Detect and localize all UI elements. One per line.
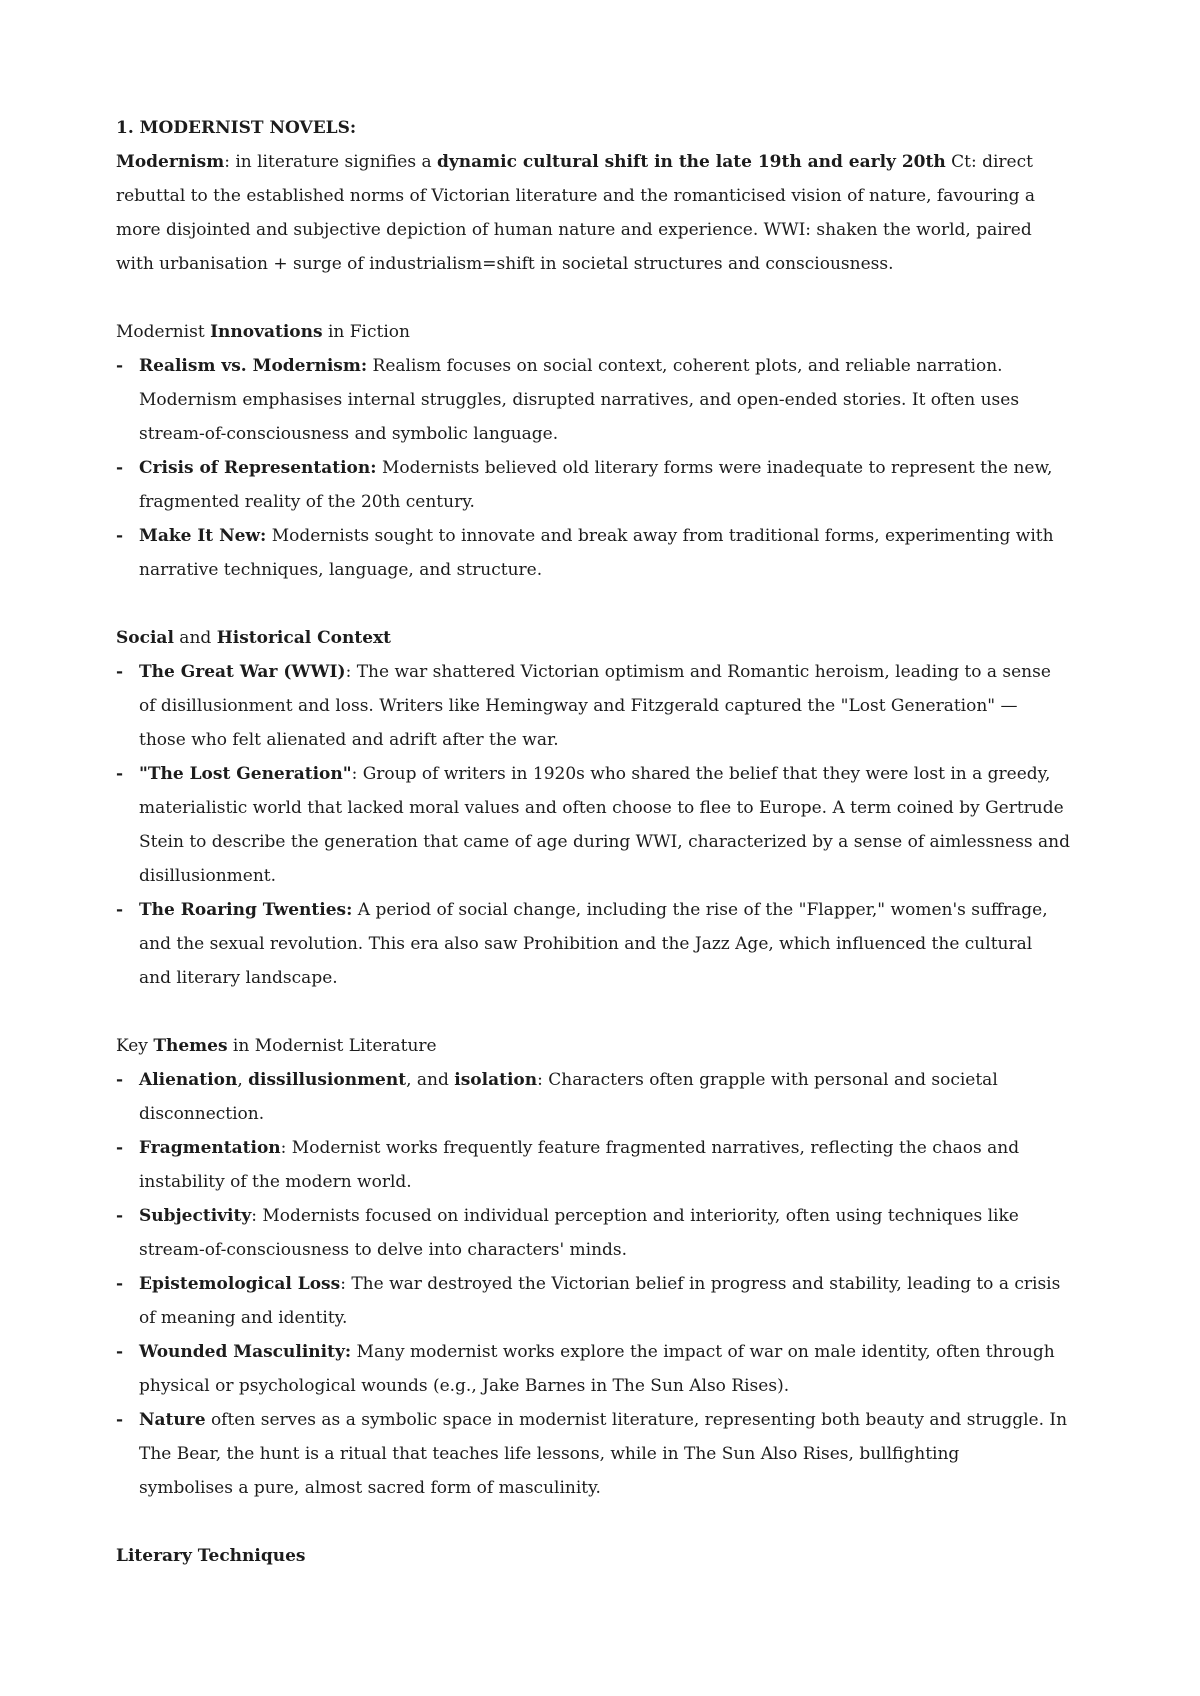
subheading-innovations: Modernist Innovations in Fiction	[116, 322, 410, 342]
bullet-dash: -	[116, 1274, 124, 1294]
section-heading: 1. MODERNIST NOVELS:	[116, 118, 357, 138]
term-cultural-shift: dynamic cultural shift in the late 19th and early 20th	[437, 152, 946, 172]
list-item: - Realism vs. Modernism: Realism focuses on social context, coherent plots, and reliable narration. Modernism emphasises internal struggles, disrupted narratives, and open-ended stories. It often uses stream-of-consciousness and symbolic language.	[116, 349, 1106, 451]
bullet-dash: -	[116, 458, 124, 478]
bullet-dash: -	[116, 1206, 124, 1226]
list-item: - The Great War (WWI): The war shattered Victorian optimism and Romantic heroism, leading to a sense of disillusionment and loss. Writers like Hemingway and Fitzgerald captured the "Lost Generation" — those who felt alienated and adrift after the war.	[116, 655, 1106, 757]
list-item: - "The Lost Generation": Group of writers in 1920s who shared the belief that they were lost in a greedy, materialistic world that lacked moral values and often choose to flee to Europe. A term coined by Gertrude Stein to describe the generation that came of age during WWI, characterized by a sense of aimlessness and disillusionment.	[116, 757, 1106, 893]
list-item: - Subjectivity: Modernists focused on individual perception and interiority, often using techniques like stream-of-consciousness to delve into characters' minds.	[116, 1199, 1106, 1267]
subheading-context: Social and Historical Context	[116, 628, 392, 648]
bullet-dash: -	[116, 764, 124, 784]
innovations-list	[116, 349, 1106, 587]
list-item: - Fragmentation: Modernist works frequently feature fragmented narratives, reflecting the chaos and instability of the modern world.	[116, 1131, 1106, 1199]
themes-list	[116, 1063, 1106, 1505]
bullet-dash: -	[116, 900, 124, 920]
context-list	[116, 655, 1106, 995]
list-item: - Epistemological Loss: The war destroyed the Victorian belief in progress and stability, leading to a crisis of meaning and identity.	[116, 1267, 1106, 1335]
document-body	[116, 111, 1106, 1573]
bullet-dash: -	[116, 356, 124, 376]
list-item: - Wounded Masculinity: Many modernist works explore the impact of war on male identity, often through physical or psychological wounds (e.g., Jake Barnes in The Sun Also Rises).	[116, 1335, 1106, 1403]
subheading-themes: Key Themes in Modernist Literature	[116, 1036, 437, 1056]
list-item: - Make It New: Modernists sought to innovate and break away from traditional forms, experimenting with narrative techniques, language, and structure.	[116, 519, 1106, 587]
subheading-techniques: Literary Techniques	[116, 1546, 306, 1566]
bullet-dash: -	[116, 1070, 124, 1090]
list-item: - Nature often serves as a symbolic space in modernist literature, representing both beauty and struggle. In The Bear, the hunt is a ritual that teaches life lessons, while in The Sun Also Rises, bullfighting symbolises a pure, almost sacred form of masculinity.	[116, 1403, 1106, 1505]
bullet-dash: -	[116, 662, 124, 682]
intro-paragraph: Modernism: in literature signifies a dynamic cultural shift in the late 19th and early 20th Ct: direct rebuttal to the established norms of Victorian literature and the romanticised vision of nature, favouring a more disjointed and subjective depiction of human nature and experience. WWI: shaken the world, paired with urbanisation + surge of industrialism=shift in societal structures and consciousness.	[116, 152, 1036, 274]
bullet-dash: -	[116, 526, 124, 546]
bullet-dash: -	[116, 1410, 124, 1430]
term-modernism: Modernism	[116, 152, 225, 172]
bullet-dash: -	[116, 1138, 124, 1158]
list-item: - The Roaring Twenties: A period of social change, including the rise of the "Flapper," women's suffrage, and the sexual revolution. This era also saw Prohibition and the Jazz Age, which influenced the cultural and literary landscape.	[116, 893, 1106, 995]
list-item: - Alienation, dissillusionment, and isolation: Characters often grapple with personal and societal disconnection.	[116, 1063, 1106, 1131]
bullet-dash: -	[116, 1342, 124, 1362]
list-item: - Crisis of Representation: Modernists believed old literary forms were inadequate to represent the new, fragmented reality of the 20th century.	[116, 451, 1106, 519]
